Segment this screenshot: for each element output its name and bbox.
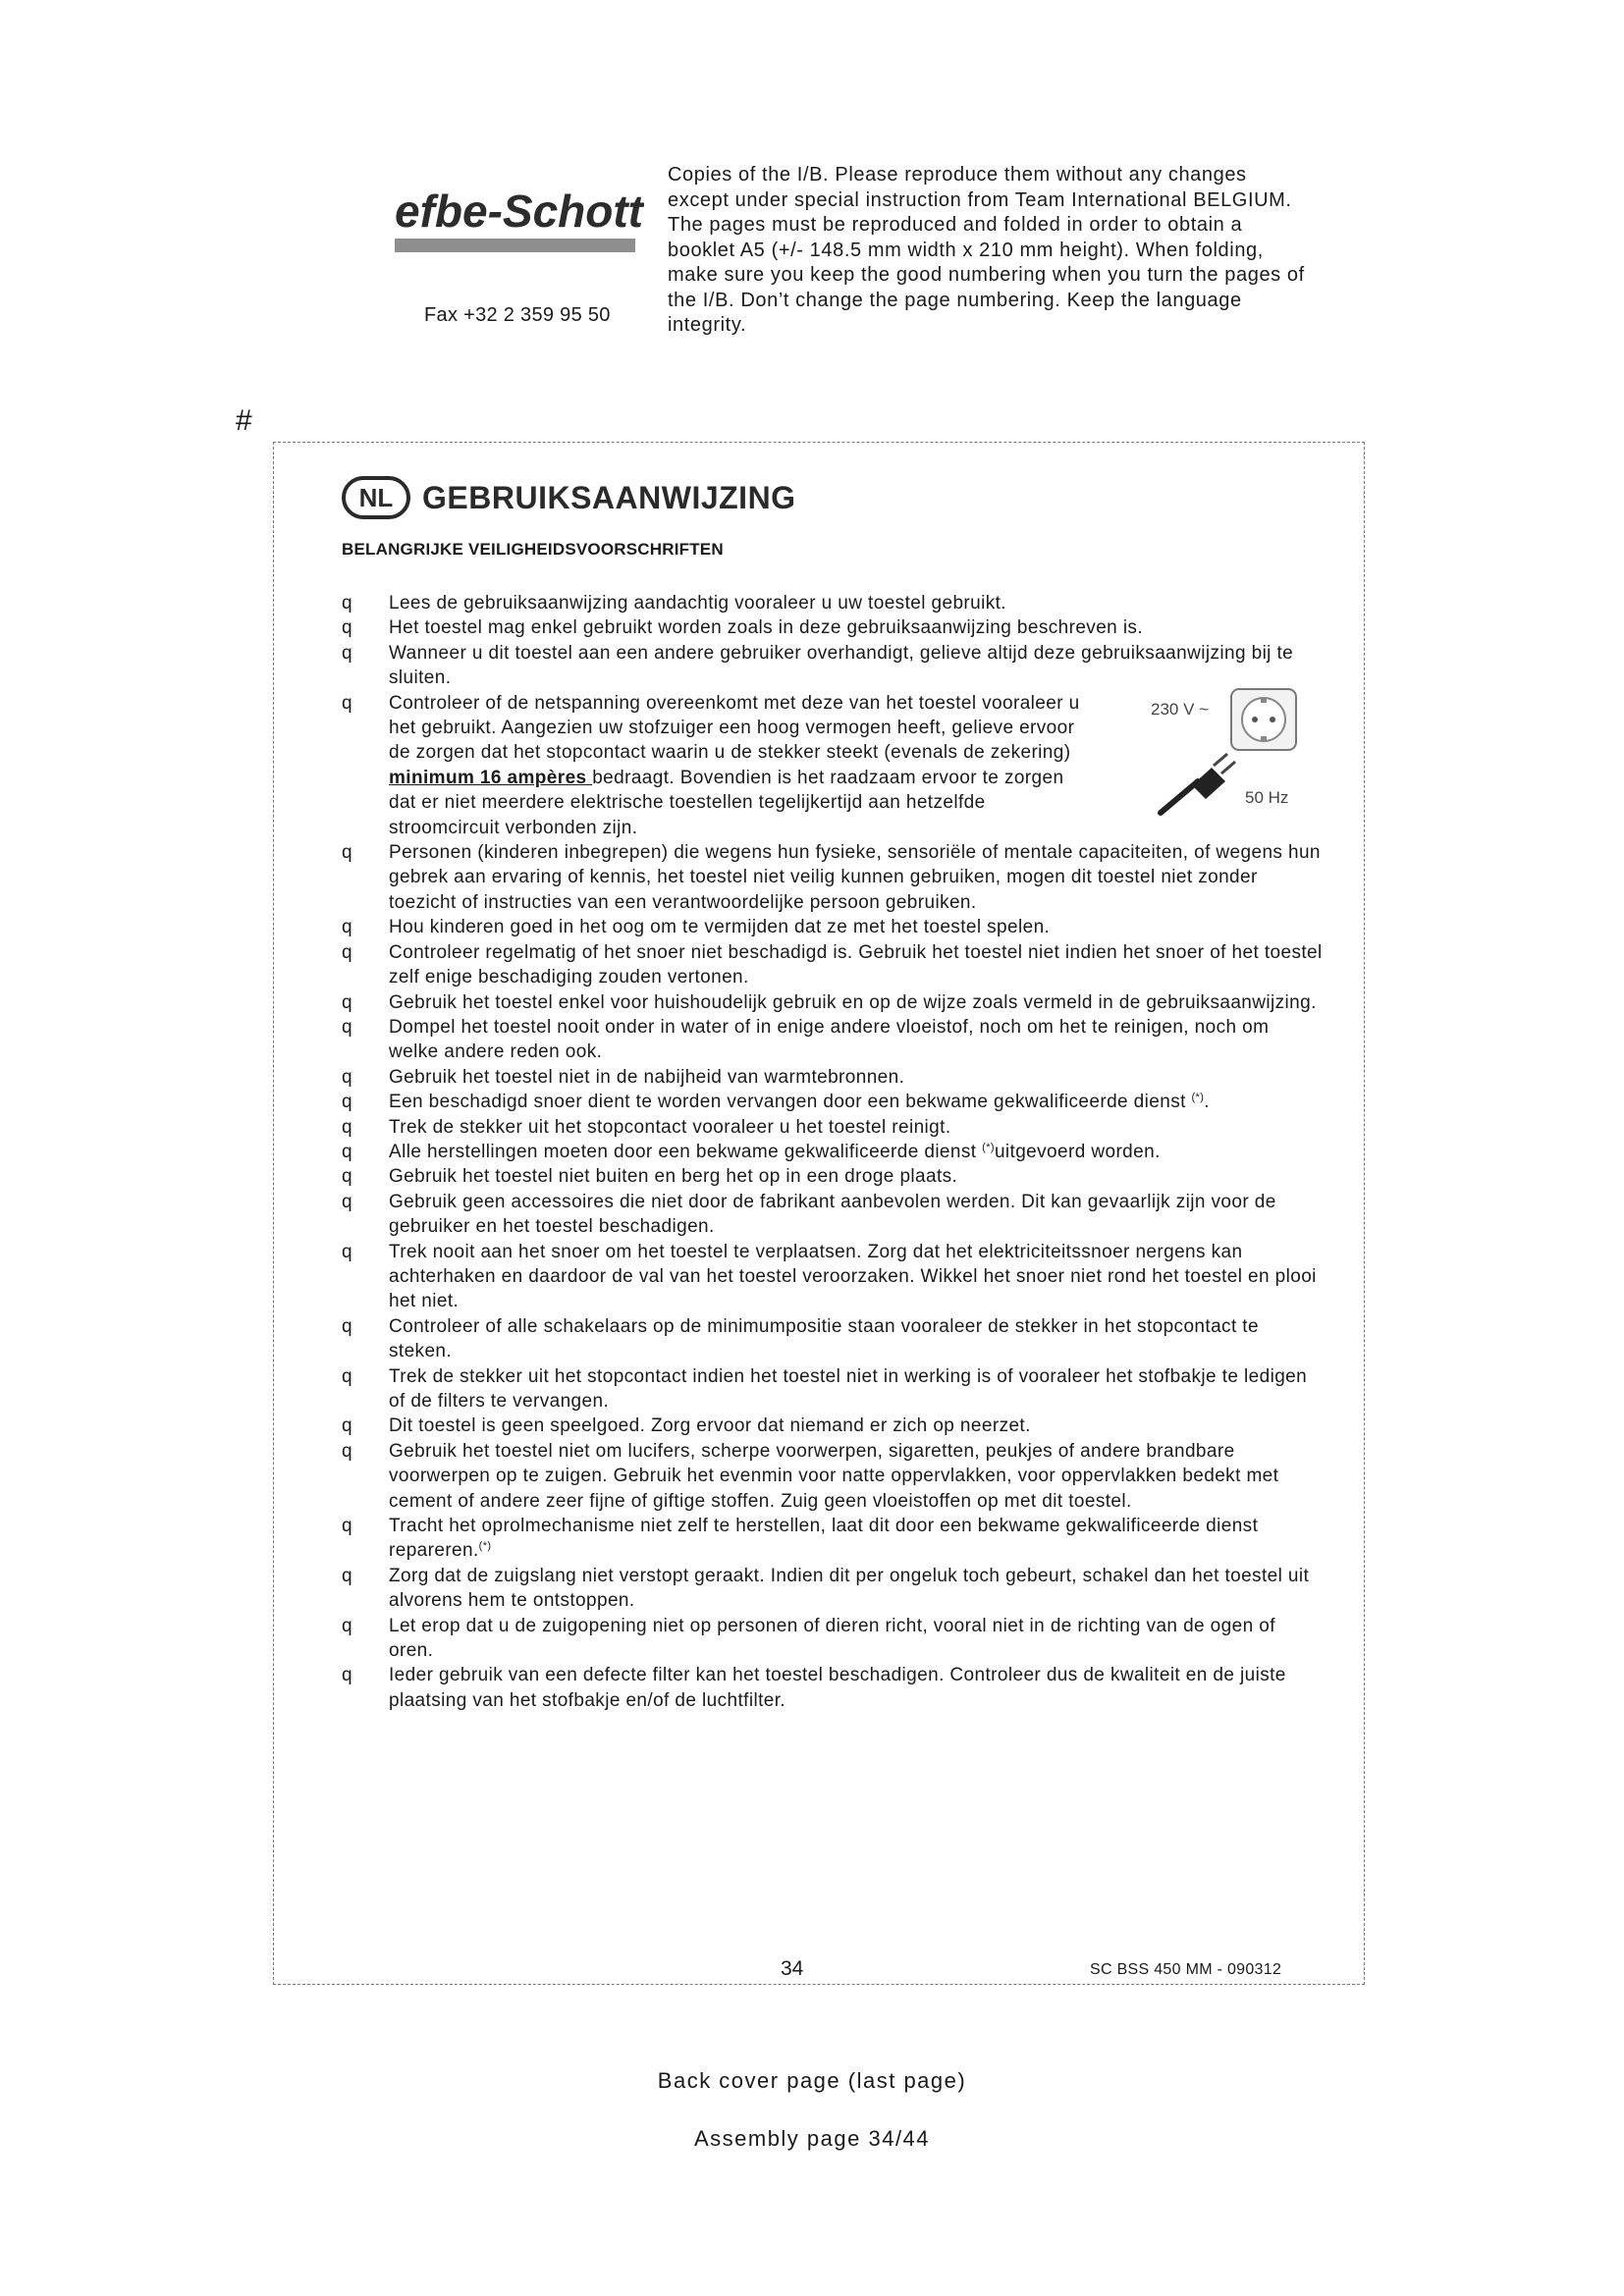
page-number: 34 (781, 1957, 804, 1980)
list-item (342, 1414, 1324, 1438)
list-item (342, 1115, 1324, 1140)
manual-header (342, 469, 796, 526)
list-item (342, 940, 1324, 990)
footnote-mark: (*) (982, 1141, 995, 1153)
language-badge: NL (342, 476, 410, 519)
document-reference: SC BSS 450 MM - 090312 (1090, 1961, 1282, 1978)
item-text: Gebruik geen accessoires die niet door de fabrikant aanbevolen werden. Dit kan gevaarlijk zijn voor de gebruiker en het toestel beschadigen. (389, 1191, 1276, 1238)
hash-marker: # (236, 404, 252, 437)
list-item (342, 641, 1324, 691)
item-text: Let erop dat u de zuigopening niet op personen of dieren richt, vooral niet in de richting van de ogen of oren. (389, 1615, 1275, 1662)
list-item (342, 1364, 1324, 1415)
print-instructions: Copies of the I/B. Please reproduce them without any changes except under special instruction from Team International BELGIUM. The pages must be reproduced and folded in order to obtain a booklet A5 (+/- 148.5 mm width x 210 mm height). When folding, make sure you keep the good numbering when you turn the pages of the I/B. Don’t change the page numbering. Keep the language integrity. (668, 164, 1305, 336)
bullet: q (342, 1092, 352, 1113)
plug-socket-figure (1151, 687, 1298, 823)
list-item (342, 915, 1324, 939)
bullet: q (342, 1166, 352, 1188)
list-item (342, 1564, 1324, 1614)
fax-number: Fax +32 2 359 95 50 (424, 304, 611, 326)
list-item (342, 1164, 1324, 1189)
bullet: q (342, 1241, 352, 1262)
bullet: q (342, 1191, 352, 1212)
safety-heading: BELANGRIJKE VEILIGHEIDSVOORSCHRIFTEN (342, 540, 724, 559)
item-text: . (1204, 1092, 1210, 1113)
list-item (342, 1190, 1324, 1240)
list-item (342, 1439, 1324, 1514)
bullet: q (342, 617, 352, 639)
bullet: q (342, 692, 352, 714)
logo-bar (395, 239, 635, 252)
list-item (342, 1614, 1324, 1664)
item-text: Gebruik het toestel enkel voor huishoudelijk gebruik en op de wijze zoals vermeld in de gebruiksaanwijzing. (389, 991, 1317, 1013)
list-item (342, 1514, 1324, 1564)
item-text: Hou kinderen goed in het oog om te vermijden dat ze met het toestel spelen. (389, 917, 1051, 938)
item-text: Het toestel mag enkel gebruikt worden zoals in deze gebruiksaanwijzing beschreven is. (389, 617, 1144, 639)
item-text: Trek nooit aan het snoer om het toestel te verplaatsen. Zorg dat het elektriciteitssnoer nergens kan achterhaken en daardoor de val van het toestel veroorzaken. Wikkel het snoer niet rond het toestel en plooi het niet. (389, 1241, 1317, 1312)
item-text: Lees de gebruiksaanwijzing aandachtig vooraleer u uw toestel gebruikt. (389, 593, 1006, 614)
brand-logo (391, 182, 644, 258)
item-text: Een beschadigd snoer dient te worden vervangen door een bekwame gekwalificeerde dienst (389, 1092, 1192, 1113)
list-item (342, 591, 1324, 615)
item-text: Controleer regelmatig of het snoer niet beschadigd is. Gebruik het toestel niet indien het snoer of het toestel zelf enige beschadiging zouden vertonen. (389, 941, 1323, 988)
back-cover-label: Back cover page (last page) (657, 2068, 967, 2093)
plug-icon (1161, 781, 1198, 813)
bullet: q (342, 1415, 352, 1437)
list-item (342, 990, 1324, 1015)
logo-text: efbe-Schott (395, 186, 643, 237)
list-item (342, 615, 1324, 640)
item-text: uitgevoerd worden. (994, 1141, 1161, 1162)
list-item-voltage (342, 691, 1086, 840)
bullet: q (342, 1315, 352, 1337)
bullet: q (342, 593, 352, 614)
bullet: q (342, 1116, 352, 1138)
bullet: q (342, 1615, 352, 1636)
list-item (342, 1090, 1324, 1114)
item-text: Tracht het oprolmechanisme niet zelf te herstellen, laat dit door een bekwame gekwalificeerde dienst repareren. (389, 1516, 1259, 1562)
bullet: q (342, 642, 352, 664)
item-text: Trek de stekker uit het stopcontact vooraleer u het toestel reinigt. (389, 1116, 951, 1138)
item-text: Gebruik het toestel niet om lucifers, scherpe voorwerpen, sigaretten, peukjes of andere brandbare voorwerpen op te zuigen. Gebruik het evenmin voor natte oppervlakken, voor oppervlakken bedekt met cement of andere zeer fijne of giftige stoffen. Zuig geen vloeistoffen op met dit toestel. (389, 1440, 1279, 1512)
ampere-highlight: minimum 16 ampères (389, 767, 593, 788)
bullet: q (342, 941, 352, 963)
bullet: q (342, 1565, 352, 1586)
item-text: bedraagt. Bovendien is het raadzaam ervoor te zorgen dat er niet meerdere elektrische toestellen tegelijkertijd aan hetzelfde stroomcircuit verbonden zijn. (389, 767, 1064, 838)
item-text: Wanneer u dit toestel aan een andere gebruiker overhandigt, gelieve altijd deze gebruiksaanwijzing bij te sluiten. (389, 642, 1294, 689)
bullet: q (342, 991, 352, 1013)
bullet: q (342, 917, 352, 938)
footnote-mark: (*) (1191, 1092, 1205, 1104)
manual-title: GEBRUIKSAANWIJZING (422, 479, 796, 515)
list-item (342, 1663, 1324, 1713)
list-item (342, 1065, 1324, 1090)
bullet: q (342, 1665, 352, 1686)
item-text: Ieder gebruik van een defecte filter kan het toestel beschadigen. Controleer dus de kwaliteit en de juiste plaatsing van het stofbakje en/of de luchtfilter. (389, 1665, 1286, 1711)
list-item (342, 1140, 1324, 1164)
assembly-page-label: Assembly page 34/44 (693, 2126, 931, 2151)
item-text: Gebruik het toestel niet in de nabijheid van warmtebronnen. (389, 1066, 905, 1088)
item-text: Dompel het toestel nooit onder in water of in enige andere vloeistof, noch om het te reinigen, noch om welke andere reden ook. (389, 1016, 1270, 1063)
footnote-mark: (*) (478, 1540, 492, 1553)
bullet: q (342, 1365, 352, 1387)
bullet: q (342, 1516, 352, 1537)
voltage-label: 230 V ~ (1151, 700, 1210, 719)
bullet: q (342, 1016, 352, 1038)
item-text: Alle herstellingen moeten door een bekwame gekwalificeerde dienst (389, 1141, 983, 1162)
list-item (342, 1240, 1324, 1314)
item-text: Gebruik het toestel niet buiten en berg het op in een droge plaats. (389, 1166, 958, 1188)
item-text: Dit toestel is geen speelgoed. Zorg ervoor dat niemand er zich op neerzet. (389, 1415, 1031, 1437)
bullet: q (342, 1066, 352, 1088)
list-item (342, 1314, 1324, 1364)
item-text: Controleer of de netspanning overeenkomt met deze van het toestel vooraleer u het gebruikt. Aangezien uw stofzuiger een hoog vermogen heeft, gelieve ervoor de zorgen dat het stopcontact waarin u de stekker steekt (evenals de zekering) (389, 692, 1080, 764)
frequency-label: 50 Hz (1245, 788, 1289, 807)
bullet: q (342, 842, 352, 864)
item-text: Controleer of alle schakelaars op de minimumpositie staan vooraleer de stekker in het stopcontact te steken. (389, 1315, 1259, 1362)
item-text: Personen (kinderen inbegrepen) die wegens hun fysieke, sensoriële of mentale capaciteiten, of wegens hun gebrek aan ervaring of kennis, het toestel niet veilig kunnen gebruiken, mogen dit toestel niet zonder toezicht of instructies van een verantwoordelijke persoon gebruiken. (389, 842, 1321, 913)
item-text: Zorg dat de zuigslang niet verstopt geraakt. Indien dit per ongeluk toch gebeurt, schakel dan het toestel uit alvorens hem te ontstoppen. (389, 1565, 1310, 1612)
item-text: Trek de stekker uit het stopcontact indien het toestel niet in werking is of vooraleer het stofbakje te ledigen of de filters te vervangen. (389, 1365, 1308, 1412)
bullet: q (342, 1141, 352, 1162)
list-item (342, 1015, 1324, 1065)
bullet: q (342, 1440, 352, 1462)
list-item (342, 840, 1324, 915)
